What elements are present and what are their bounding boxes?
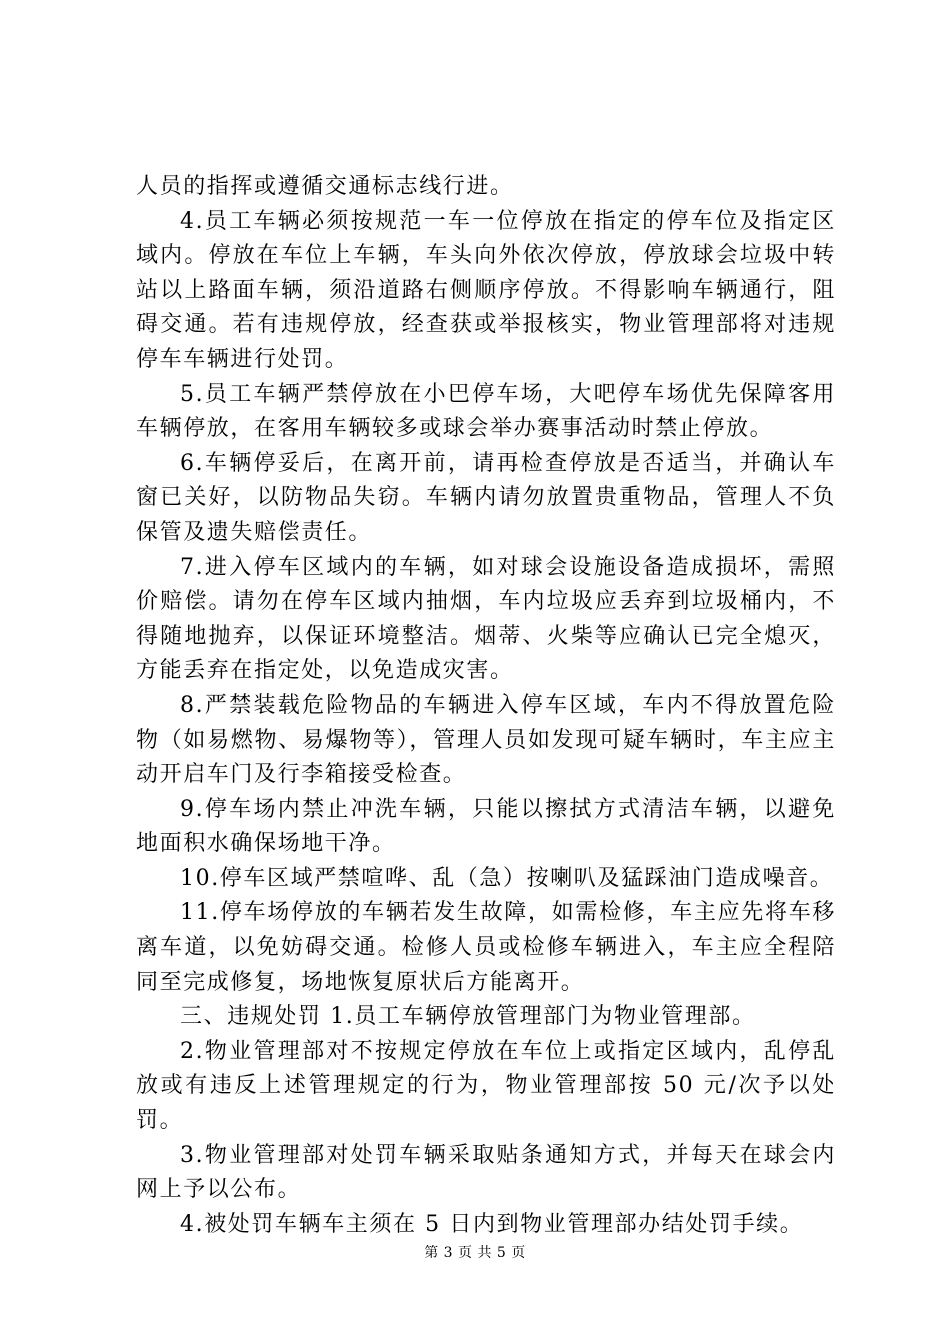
paragraph-12: 3.物业管理部对处罚车辆采取贴条通知方式，并每天在球会内网上予以公布。	[136, 1142, 836, 1203]
section-heading-penalties: 三、违规处罚 1.员工车辆停放管理部门为物业管理部。	[180, 1004, 756, 1030]
paragraph-3: 5.员工车辆严禁停放在小巴停车场，大吧停车场优先保障客用车辆停放，在客用车辆较多或球会举办赛事活动时禁止停放。	[136, 381, 836, 442]
paragraph-13: 4.被处罚车辆车主须在 5 日内到物业管理部办结处罚手续。	[180, 1211, 804, 1237]
paragraph-1: 人员的指挥或遵循交通标志线行进。	[136, 174, 514, 199]
paragraph-9: 11.停车场停放的车辆若发生故障，如需检修，车主应先将车移离车道，以免妨碍交通。检修人员或检修车辆进入，车主应全程陪同至完成修复，场地恢复原状后方能离开。	[136, 900, 836, 995]
paragraph-2: 4.员工车辆必须按规范一车一位停放在指定的停车位及指定区域内。停放在车位上车辆，车头向外依次停放，停放球会垃圾中转站以上路面车辆，须沿道路右侧顺序停放。不得影响车辆通行，阻碍交通。若有违规停放，经查获或举报核实，物业管理部将对违规停车车辆进行处罚。	[136, 208, 836, 372]
page-number-footer: 第 3 页 共 5 页	[424, 1245, 526, 1261]
paragraph-11: 2.物业管理部对不按规定停放在车位上或指定区域内，乱停乱放或有违反上述管理规定的行为，物业管理部按 50 元/次予以处罚。	[136, 1038, 836, 1134]
document-body	[136, 170, 836, 1242]
paragraph-4: 6.车辆停妥后，在离开前，请再检查停放是否适当，并确认车窗已关好，以防物品失窃。车辆内请勿放置贵重物品，管理人不负保管及遗失赔偿责任。	[136, 450, 836, 545]
paragraph-8: 10.停车区域严禁喧哗、乱（急）按喇叭及猛踩油门造成噪音。	[180, 865, 834, 891]
paragraph-5: 7.进入停车区域内的车辆，如对球会设施设备造成损坏，需照价赔偿。请勿在停车区域内抽烟，车内垃圾应丢弃到垃圾桶内，不得随地抛弃，以保证环境整洁。烟蒂、火柴等应确认已完全熄灭，方能丢弃在指定处，以免造成灾害。	[136, 554, 836, 684]
paragraph-7: 9.停车场内禁止冲洗车辆，只能以擦拭方式清洁车辆，以避免地面积水确保场地干净。	[136, 796, 836, 857]
paragraph-6: 8.严禁装载危险物品的车辆进入停车区域，车内不得放置危险物（如易燃物、易爆物等），管理人员如发现可疑车辆时，车主应主动开启车门及行李箱接受检查。	[136, 692, 836, 788]
